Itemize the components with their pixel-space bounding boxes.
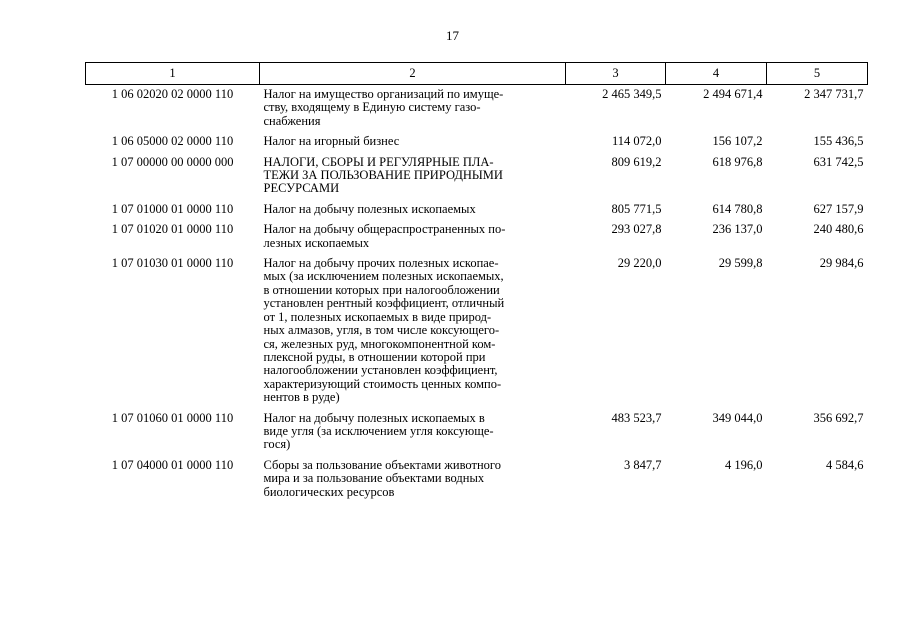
budget-code-cell: 1 07 01030 01 0000 110	[111, 256, 234, 271]
revenue-name-line: Налог на добычу общераспространенных по-	[263, 222, 506, 237]
revenue-name-line: мых (за исключением полезных ископаемых,	[263, 269, 504, 284]
revenue-name-cell	[260, 254, 566, 408]
column-header-2: 2	[260, 63, 566, 85]
table-body	[86, 85, 868, 503]
amount-cell-col5: 356 692,7	[813, 410, 864, 425]
revenue-name-line: Налог на добычу прочих полезных ископае-	[263, 256, 499, 271]
amount-cell-col3: 293 027,8	[611, 222, 662, 237]
revenue-name-line: мира и за пользование объектами водных	[263, 471, 485, 486]
amount-cell-col4: 156 107,2	[712, 134, 763, 149]
revenue-name-line: характеризующий стоимость ценных компо-	[263, 376, 502, 391]
amount-cell-col3: 29 220,0	[617, 256, 662, 271]
amount-cell-col5: 4 584,6	[826, 457, 864, 472]
amount-cell-col5: 627 157,9	[813, 201, 864, 216]
amount-cell-col4: 4 196,0	[725, 457, 763, 472]
revenue-name-line: ству, входящему в Единую систему газо-	[263, 100, 481, 115]
revenue-name-line: Налог на добычу полезных ископаемых	[263, 201, 476, 216]
revenue-name-cell	[260, 85, 566, 133]
budget-code-cell: 1 07 01000 01 0000 110	[111, 201, 234, 216]
page-number: 17	[446, 28, 459, 43]
table-header-row	[86, 63, 868, 85]
amount-cell-col3: 2 465 349,5	[602, 87, 662, 101]
amount-cell-col5: 29 984,6	[819, 256, 864, 271]
amount-cell-col3: 809 619,2	[611, 154, 662, 169]
amount-cell-col4: 618 976,8	[712, 154, 763, 169]
amount-cell-col5: 2 347 731,7	[804, 87, 864, 101]
table-row	[86, 200, 868, 220]
column-header-3: 3	[566, 63, 666, 85]
revenue-name-line: установлен рентный коэффициент, отличный	[263, 296, 505, 311]
table-row	[86, 409, 868, 456]
revenue-name-line: лезных ископаемых	[263, 235, 370, 250]
table-row	[86, 456, 868, 503]
budget-code-cell: 1 07 01020 01 0000 110	[111, 222, 234, 237]
revenue-name-cell	[260, 456, 566, 503]
revenue-name-line: биологических ресурсов	[263, 484, 395, 499]
revenue-name-line: ТЕЖИ ЗА ПОЛЬЗОВАНИЕ ПРИРОДНЫМИ	[263, 168, 503, 183]
amount-cell-col3: 483 523,7	[611, 410, 662, 425]
budget-code-cell: 1 06 02020 02 0000 110	[111, 87, 234, 101]
revenue-name-line: ся, железных руд, многокомпонентной ком-	[263, 336, 496, 351]
amount-cell-col4: 2 494 671,4	[703, 87, 763, 101]
revenue-name-line: Налог на имущество организаций по имуще-	[263, 87, 504, 101]
revenue-name-line: Налог на добычу полезных ископаемых в	[263, 410, 485, 425]
revenue-name-line: РЕСУРСАМИ	[263, 181, 340, 196]
amount-cell-col4: 29 599,8	[718, 256, 763, 271]
revenue-name-line: НАЛОГИ, СБОРЫ И РЕГУЛЯРНЫЕ ПЛА-	[263, 154, 494, 169]
table-row	[86, 85, 868, 133]
budget-code-cell: 1 06 05000 02 0000 110	[111, 134, 234, 149]
revenue-name-line: в отношении которых при налогообложении	[263, 282, 500, 297]
budget-code-cell: 1 07 01060 01 0000 110	[111, 410, 234, 425]
revenue-name-line: Налог на игорный бизнес	[263, 134, 400, 149]
amount-cell-col5: 155 436,5	[813, 134, 864, 149]
amount-cell-col4: 349 044,0	[712, 410, 763, 425]
table-row	[86, 153, 868, 200]
revenue-name-line: налогообложении установлен коэффициент,	[263, 363, 498, 378]
revenue-name-line: нентов в руде)	[263, 390, 340, 405]
column-header-5: 5	[767, 63, 868, 85]
budget-code-cell: 1 07 04000 01 0000 110	[111, 457, 234, 472]
table-row	[86, 254, 868, 408]
revenue-name-line: Сборы за пользование объектами животного	[263, 457, 501, 472]
column-header-4: 4	[666, 63, 767, 85]
revenue-name-cell	[260, 409, 566, 456]
amount-cell-col4: 614 780,8	[712, 201, 763, 216]
revenue-name-line: плексной руды, в отношении которой при	[263, 349, 486, 364]
table-row	[86, 132, 868, 152]
amount-cell-col3: 114 072,0	[611, 134, 662, 149]
revenue-name-line: ных алмазов, угля, в том числе коксующего-	[263, 323, 500, 338]
revenue-name-line: гося)	[263, 437, 291, 452]
amount-cell-col3: 805 771,5	[611, 201, 662, 216]
revenue-name-cell	[260, 153, 566, 200]
amount-cell-col4: 236 137,0	[712, 222, 763, 237]
revenue-name-line: виде угля (за исключением угля коксующе-	[263, 423, 494, 438]
amount-cell-col5: 631 742,5	[813, 154, 864, 169]
revenue-name-cell	[260, 220, 566, 254]
table-row	[86, 220, 868, 254]
revenue-name-line: от 1, полезных ископаемых в виде природ-	[263, 309, 492, 324]
amount-cell-col5: 240 480,6	[813, 222, 864, 237]
amount-cell-col3: 3 847,7	[624, 457, 662, 472]
revenue-name-cell	[260, 132, 566, 152]
revenue-name-line: снабжения	[263, 113, 321, 128]
column-header-1: 1	[86, 63, 260, 85]
budget-code-cell: 1 07 00000 00 0000 000	[111, 154, 234, 169]
budget-table	[85, 62, 868, 503]
revenue-name-cell	[260, 200, 566, 220]
